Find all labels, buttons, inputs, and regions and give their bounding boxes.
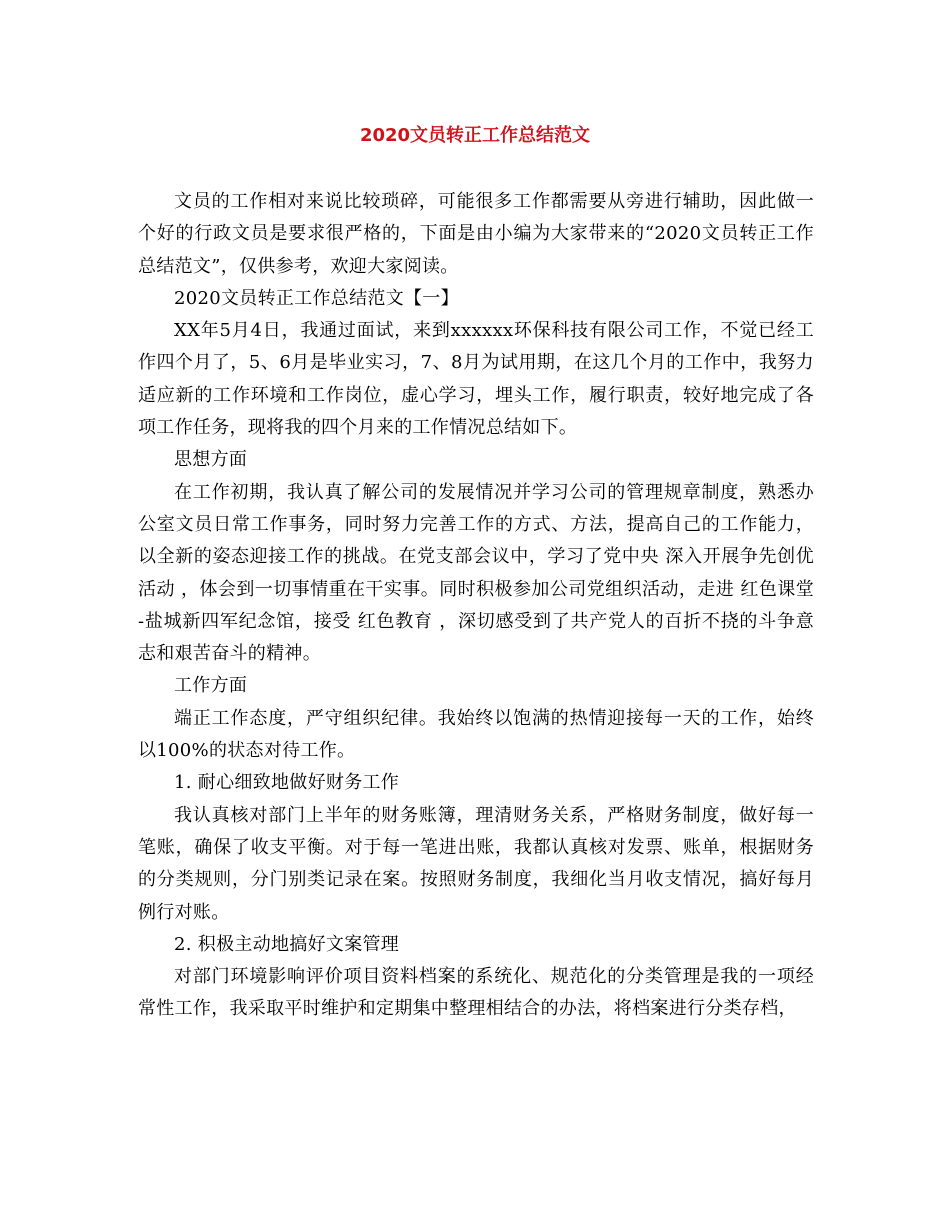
paragraph-work-attitude: 端正工作态度，严守组织纪律。我始终以饱满的热情迎接每一天的工作，始终以100%的状态对待工作。: [138, 707, 814, 762]
section-heading-part-one: 2020文员转正工作总结范文【一】: [174, 287, 459, 309]
document-title: 2020文员转正工作总结范文: [359, 125, 591, 146]
document-body: [138, 186, 814, 1026]
paragraph-archives: 对部门环境影响评价项目资料档案的系统化、规范化的分类管理是我的一项经常性工作，我采取平时维护和定期集中整理相结合的办法，将档案进行分类存档，: [138, 966, 814, 1020]
section-heading-work: 工作方面: [174, 675, 248, 697]
subheading-finance: 1. 耐心细致地做好财务工作: [174, 772, 400, 794]
paragraph-finance: 我认真核对部门上半年的财务账簿，理清财务关系，严格财务制度，做好每一笔账，确保了收支平衡。对于每一笔进出账，我都认真核对发票、账单，根据财务的分类规则，分门别类记录在案。按照财务制度，我细化当月收支情况，搞好每月例行对账。: [138, 804, 814, 923]
subheading-archives: 2. 积极主动地搞好文案管理: [174, 933, 400, 955]
paragraph-start-of-work: XX年5月4日，我通过面试，来到xxxxxx环保科技有限公司工作，不觉已经工作四个月了，5、6月是毕业实习，7、8月为试用期，在这几个月的工作中，我努力适应新的工作环境和工作岗位，虚心学习，埋头工作，履行职责，较好地完成了各项工作任务，现将我的四个月来的工作情况总结如下。: [138, 320, 814, 439]
paragraph-thinking: 在工作初期，我认真了解公司的发展情况并学习公司的管理规章制度，熟悉办公室文员日常工作事务，同时努力完善工作的方式、方法，提高自己的工作能力，以全新的姿态迎接工作的挑战。在党支部会议中，学习了党中央 深入开展争先创优活动 ，体会到一切事情重在干实事。同时积极参加公司党组织活动，走进 红色课堂 -盐城新四军纪念馆，接受 红色教育 ，深切感受到了共产党人的百折不挠的斗争意志和艰苦奋斗的精神。: [138, 481, 814, 665]
paragraph-intro: 文员的工作相对来说比较琐碎，可能很多工作都需要从旁进行辅助，因此做一个好的行政文员是要求很严格的，下面是由小编为大家带来的“2020文员转正工作总结范文”，仅供参考，欢迎大家阅读。: [138, 191, 814, 277]
section-heading-thinking: 思想方面: [174, 449, 248, 471]
